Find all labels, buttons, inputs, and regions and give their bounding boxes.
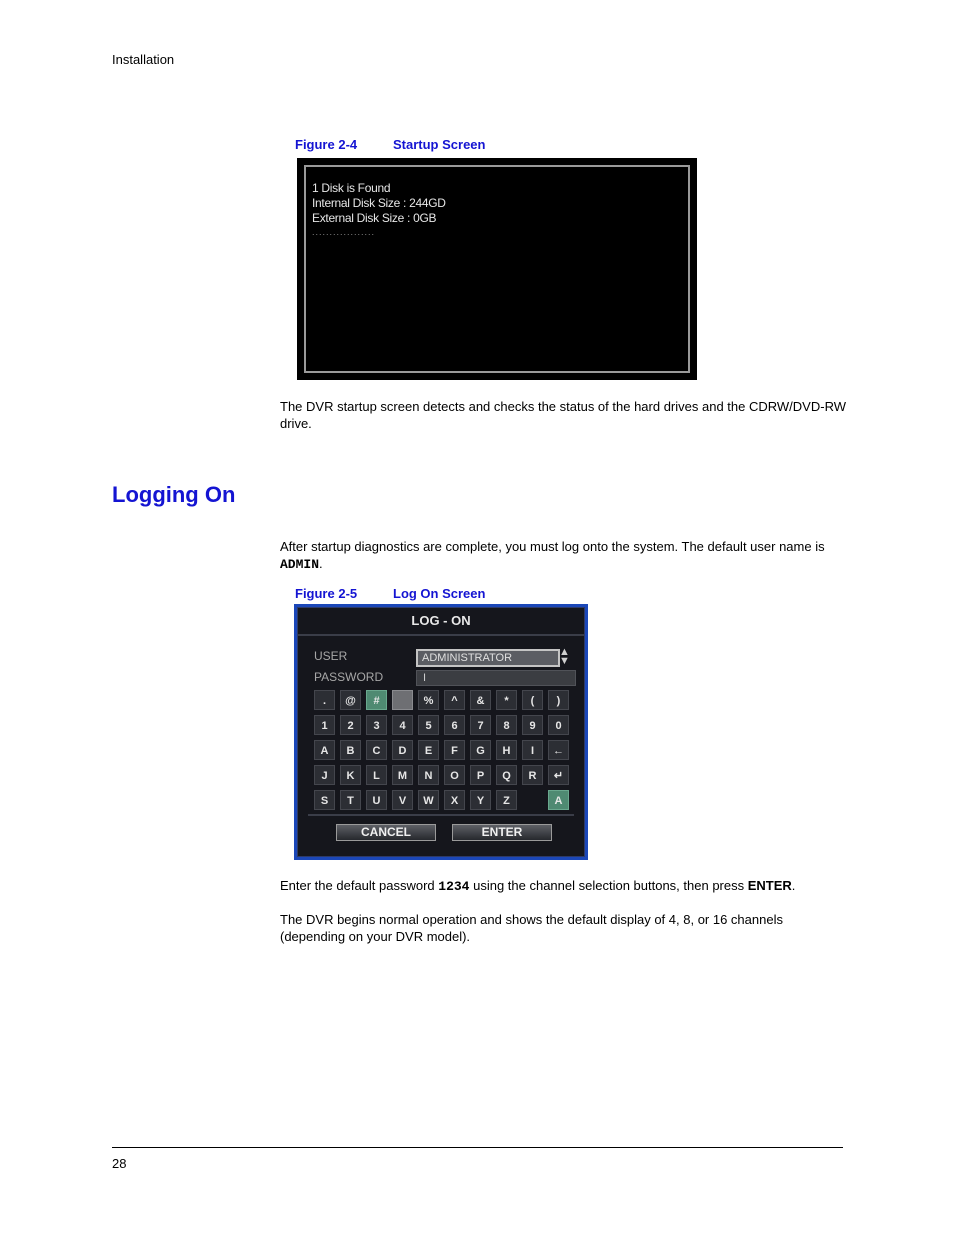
key-selected[interactable]: # [366, 690, 387, 710]
keyboard-row [314, 740, 572, 760]
key[interactable]: * [496, 690, 517, 710]
key[interactable]: R [522, 765, 543, 785]
key[interactable]: @ [340, 690, 361, 710]
key[interactable]: ) [548, 690, 569, 710]
paragraph [280, 877, 850, 895]
password-input[interactable]: I [416, 670, 576, 686]
figure-number: Figure 2-5 [295, 586, 358, 601]
key[interactable]: U [366, 790, 387, 810]
key[interactable]: 9 [522, 715, 543, 735]
figure-title: Log On Screen [393, 586, 486, 601]
password-label: PASSWORD [314, 670, 384, 684]
key[interactable]: V [392, 790, 413, 810]
key[interactable]: O [444, 765, 465, 785]
key[interactable]: S [314, 790, 335, 810]
key[interactable]: F [444, 740, 465, 760]
key[interactable]: ( [522, 690, 543, 710]
key[interactable]: J [314, 765, 335, 785]
key[interactable]: 1 [314, 715, 335, 735]
key[interactable]: W [418, 790, 439, 810]
keyboard-row [314, 690, 572, 710]
paragraph-text: Enter the default password [280, 878, 439, 893]
divider [308, 814, 574, 816]
startup-line: 1 Disk is Found [312, 181, 391, 195]
enter-key-icon[interactable]: ↵ [548, 765, 569, 785]
key[interactable]: P [470, 765, 491, 785]
key[interactable]: Y [470, 790, 491, 810]
key[interactable]: E [418, 740, 439, 760]
key[interactable]: Z [496, 790, 517, 810]
key[interactable]: 2 [340, 715, 361, 735]
key-empty [522, 790, 543, 810]
figure-title: Startup Screen [393, 137, 486, 152]
startup-screen-figure [297, 158, 697, 380]
case-toggle-key[interactable]: A [548, 790, 569, 810]
key[interactable]: D [392, 740, 413, 760]
startup-screen-frame [304, 165, 690, 373]
key[interactable]: & [470, 690, 491, 710]
cancel-button[interactable]: CANCEL [336, 824, 436, 841]
paragraph-text: using the channel selection buttons, then press [469, 878, 748, 893]
paragraph: The DVR begins normal operation and shows the default display of 4, 8, or 16 channels (depending on your DVR model). [280, 912, 783, 944]
key[interactable]: X [444, 790, 465, 810]
key[interactable]: I [522, 740, 543, 760]
key[interactable]: 0 [548, 715, 569, 735]
key[interactable]: N [418, 765, 439, 785]
enter-button[interactable]: ENTER [452, 824, 552, 841]
paragraph [280, 538, 850, 573]
keyboard-row [314, 790, 572, 810]
paragraph: The DVR startup screen detects and checks the status of the hard drives and the CDRW/DVD-RW drive. [280, 399, 846, 431]
section-heading: Logging On [112, 482, 236, 507]
key[interactable]: Q [496, 765, 517, 785]
key[interactable]: 7 [470, 715, 491, 735]
key[interactable]: K [340, 765, 361, 785]
paragraph-end: . [791, 878, 796, 893]
page-number: 28 [112, 1156, 127, 1171]
startup-progress: .................. [312, 227, 376, 237]
startup-line: Internal Disk Size : 244GD [312, 196, 446, 210]
backspace-key-icon[interactable]: ← [548, 740, 569, 760]
key[interactable]: ^ [444, 690, 465, 710]
startup-line: External Disk Size : 0GB [312, 211, 437, 225]
figure-number: Figure 2-4 [295, 137, 358, 152]
log-on-title: LOG - ON [298, 608, 584, 636]
key[interactable]: 5 [418, 715, 439, 735]
key[interactable]: 6 [444, 715, 465, 735]
keyboard-row [314, 715, 572, 735]
bold-enter: ENTER [747, 878, 792, 893]
user-select[interactable]: ADMINISTRATOR [416, 649, 560, 667]
log-on-screen-figure [294, 604, 588, 860]
key[interactable]: G [470, 740, 491, 760]
key[interactable]: % [418, 690, 439, 710]
key[interactable]: A [314, 740, 335, 760]
code-password: 1234 [438, 879, 470, 894]
key[interactable]: H [496, 740, 517, 760]
key[interactable]: 8 [496, 715, 517, 735]
key[interactable]: 3 [366, 715, 387, 735]
footer-rule [112, 1147, 843, 1148]
key[interactable]: M [392, 765, 413, 785]
key[interactable]: B [340, 740, 361, 760]
key[interactable]: C [366, 740, 387, 760]
paragraph-text: After startup diagnostics are complete, you must log onto the system. The default user name is [280, 539, 825, 554]
user-spin-icon[interactable]: ▲ ▼ [559, 646, 570, 667]
key[interactable]: . [314, 690, 335, 710]
code-admin: ADMIN [280, 557, 320, 572]
paragraph-end: . [319, 556, 323, 571]
user-label: USER [314, 649, 348, 663]
running-head: Installation [112, 52, 175, 67]
key[interactable]: T [340, 790, 361, 810]
key[interactable]: 4 [392, 715, 413, 735]
key[interactable]: L [366, 765, 387, 785]
log-on-panel [297, 607, 585, 857]
keyboard-row [314, 765, 572, 785]
figure-caption [295, 586, 485, 601]
key-disabled[interactable] [392, 690, 413, 710]
virtual-keyboard [314, 690, 572, 815]
figure-caption [295, 137, 485, 152]
